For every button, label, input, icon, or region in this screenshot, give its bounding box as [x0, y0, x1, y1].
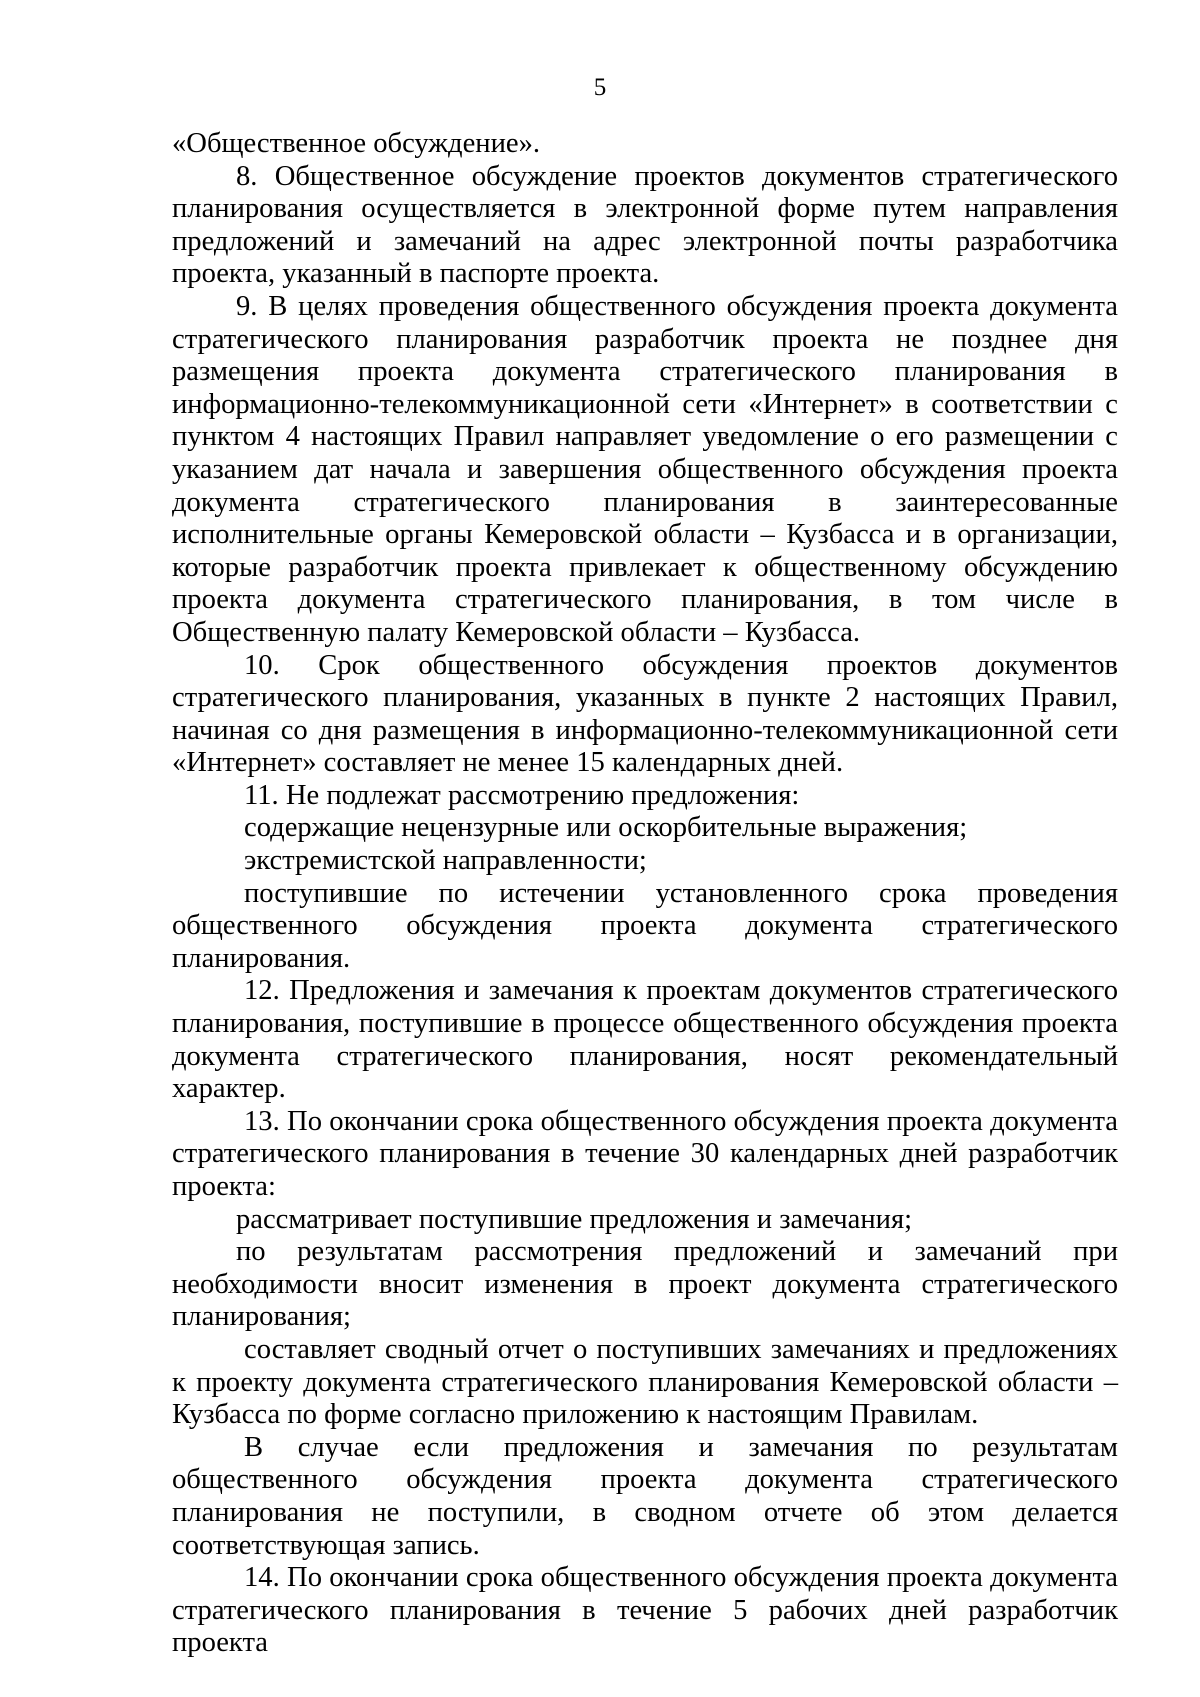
- list-item-late: поступившие по истечении установленного срока проведения общественного обсуждения проекта документа стратегического планирования.: [172, 877, 1118, 974]
- list-item-amends: по результатам рассмотрения предложений и замечаний при необходимости вносит изменения в проект документа стратегического планирования;: [172, 1236, 1118, 1333]
- list-item-considers: рассматривает поступившие предложения и замечания;: [236, 1203, 913, 1235]
- paragraph-item-11: 11. Не подлежат рассмотрению предложения:: [244, 779, 800, 811]
- list-item-extremist: экстремистской направленности;: [244, 845, 647, 877]
- page-number: 5: [593, 74, 607, 101]
- list-item-report: составляет сводный отчет о поступивших замечаниях и предложениях к проекту документа стратегического планирования Кемеровской области – Кузбасса по форме согласно приложению к настоящим Правилам.: [172, 1333, 1118, 1431]
- paragraph-item-14: 14. По окончании срока общественного обсуждения проекта документа стратегического планирования в течение 5 рабочих дней разработчик проекта: [172, 1562, 1118, 1659]
- paragraph-continuation: «Общественное обсуждение».: [172, 128, 541, 159]
- paragraph-item-9: 9. В целях проведения общественного обсуждения проекта документа стратегического планирования разработчик проекта не позднее дня размещения проекта документа стратегического планирования в информационно-телекоммуникационной сети «Интернет» в соответствии с пунктом 4 настоящих Правил направляет уведомление о его размещении с указанием дат начала и завершения общественного обсуждения проекта документа стратегического планирования в заинтересованные исполнительные органы Кемеровской области – Кузбасса и в организации, которые разработчик проекта привлекает к общественному обсуждению проекта документа стратегического планирования, в том числе в Общественную палату Кемеровской области – Кузбасса.: [172, 290, 1118, 648]
- paragraph-no-proposals: В случае если предложения и замечания по результатам общественного обсуждения проекта документа стратегического планирования не поступили, в сводном отчете об этом делается соответствующая запись.: [172, 1431, 1118, 1561]
- paragraph-item-12: 12. Предложения и замечания к проектам документов стратегического планирования, поступившие в процессе общественного обсуждения проекта документа стратегического планирования, носят рекомендательный характер.: [172, 975, 1118, 1105]
- paragraph-item-10: 10. Срок общественного обсуждения проектов документов стратегического планирования, указанных в пункте 2 настоящих Правил, начиная со дня размещения в информационно-телекоммуникационной сети «Интернет» составляет не менее 15 календарных дней.: [172, 649, 1118, 779]
- list-item-obscene: содержащие нецензурные или оскорбительные выражения;: [244, 812, 968, 844]
- document-body: [172, 128, 1118, 1660]
- paragraph-item-13: 13. По окончании срока общественного обсуждения проекта документа стратегического планирования в течение 30 календарных дней разработчик проекта:: [172, 1105, 1118, 1202]
- paragraph-item-8: 8. Общественное обсуждение проектов документов стратегического планирования осуществляется в электронной форме путем направления предложений и замечаний на адрес электронной почты разработчика проекта, указанный в паспорте проекта.: [172, 160, 1118, 290]
